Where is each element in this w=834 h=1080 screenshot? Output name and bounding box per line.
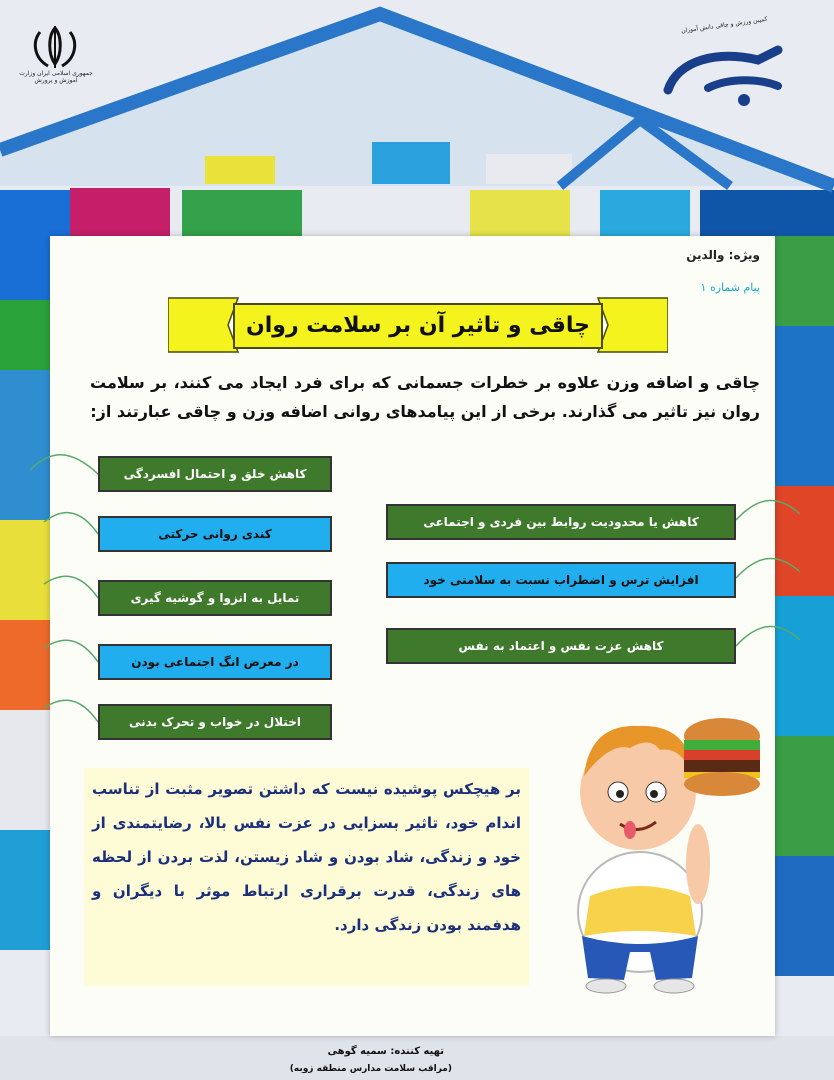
intro-paragraph: چاقی و اضافه وزن علاوه بر خطرات جسمانی که برای فرد ایجاد می کنند، بر سلامت روان نیز تاثیر می گذارند. برخی از این پیامدهای روانی اضافه وزن و چاقی عبارتند از: xyxy=(90,373,760,421)
message-number: پیام شماره ۱ xyxy=(700,281,760,294)
audience-label: ویژه: والدین xyxy=(686,248,760,262)
boy-with-burger-illustration xyxy=(560,696,760,996)
emblem-caption: جمهوری اسلامی ایران وزارت آموزش و پرورش xyxy=(19,70,93,84)
prepared-by-role: (مراقب سلامت مدارس منطقه زوبه) xyxy=(289,1064,452,1074)
logo-caption: کمپین ورزش و چاقی دانش آموزان xyxy=(680,15,768,35)
iran-emblem-icon xyxy=(26,24,84,70)
prepared-by: تهیه کننده: سمیه گوهی xyxy=(327,1046,444,1057)
effect-box: کاهش یا محدودیت روابط بین فردی و اجتماعی xyxy=(386,504,736,540)
effect-box: کاهش خلق و احتمال افسردگی xyxy=(98,456,332,492)
effect-box: کاهش عزت نفس و اعتماد به نفس xyxy=(386,628,736,664)
effect-box: کندی روانی حرکتی xyxy=(98,516,332,552)
page-title: چاقی و تاثیر آن بر سلامت روان xyxy=(245,312,591,338)
effect-box: افزایش ترس و اضطراب نسبت به سلامتی خود xyxy=(386,562,736,598)
effect-box: در معرض انگ اجتماعی بودن xyxy=(98,644,332,680)
effect-box: تمایل به انزوا و گوشیه گیری xyxy=(98,580,332,616)
closing-paragraph: بر هیچکس پوشیده نیست که داشتن تصویر مثبت از تناسب اندام خود، تاثیر بسزایی در عزت نفس بالا، رضایتمندی از خود و زندگی، شاد بودن و شاد زیستن، لذت بردن از لحظه های زندگی، قدرت برقراری ارتباط موثر با دیگران و هدفمند بودن زندگی دارد. xyxy=(84,768,529,986)
effect-box: اختلال در خواب و تحرک بدنی xyxy=(98,704,332,740)
